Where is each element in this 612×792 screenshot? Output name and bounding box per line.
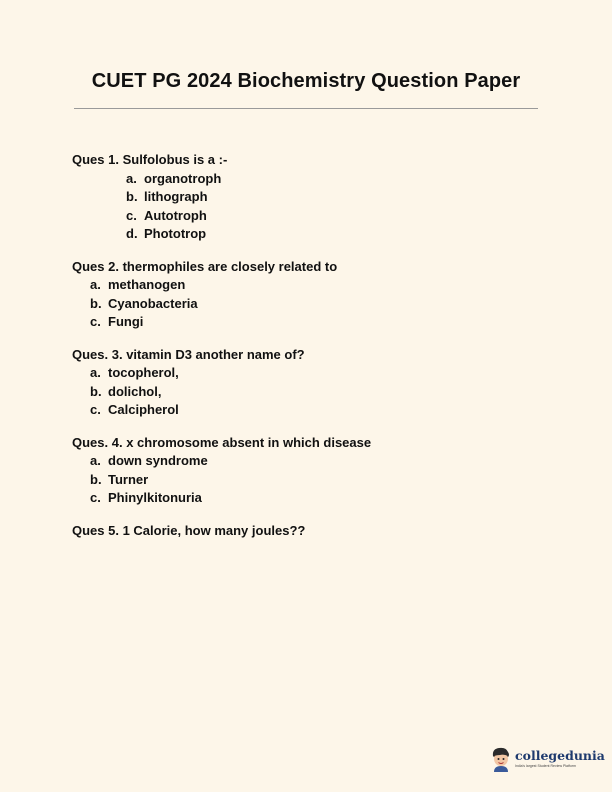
option-a: a. down syndrome	[90, 453, 208, 468]
option-d: d. Phototrop	[126, 226, 207, 241]
brand-name: collegedunia	[515, 748, 605, 763]
question-3	[72, 346, 552, 420]
option-a: a. organotroph	[126, 170, 222, 186]
question-list	[72, 151, 552, 554]
title-divider	[74, 108, 538, 109]
question-text: Ques. 4. x chromosome absent in which disease	[72, 434, 372, 450]
option-b: b. Cyanobacteria	[90, 295, 198, 311]
option-b: b. lithograph	[126, 189, 208, 204]
option-c: c. Phinylkitonuria	[90, 490, 202, 505]
option-a: a. methanogen	[90, 277, 186, 292]
option-c: c. Fungi	[90, 314, 144, 329]
question-5	[72, 522, 552, 541]
option-b: b. Turner	[90, 471, 149, 487]
question-4	[72, 434, 552, 508]
option-list	[72, 170, 552, 244]
page-title: CUET PG 2024 Biochemistry Question Paper	[91, 70, 521, 92]
option-list	[72, 364, 552, 420]
option-list	[72, 452, 552, 508]
question-text: Ques 2. thermophiles are closely related to	[72, 258, 338, 274]
collegedunia-logo	[490, 743, 605, 775]
option-list	[72, 276, 552, 332]
question-text: Ques. 3. vitamin D3 another name of?	[72, 346, 305, 362]
question-text: Ques 1. Sulfolobus is a :-	[72, 152, 228, 167]
option-c: c. Calcipherol	[90, 402, 179, 417]
option-a: a. tocopherol,	[90, 365, 179, 380]
option-c: c. Autotroph	[126, 207, 207, 223]
mascot-icon	[490, 746, 512, 772]
question-text: Ques 5. 1 Calorie, how many joules??	[72, 522, 306, 538]
question-1	[72, 151, 552, 244]
question-2	[72, 258, 552, 332]
option-b: b. dolichol,	[90, 383, 162, 399]
brand-tagline: India's largest Student Review Platform	[515, 763, 576, 768]
